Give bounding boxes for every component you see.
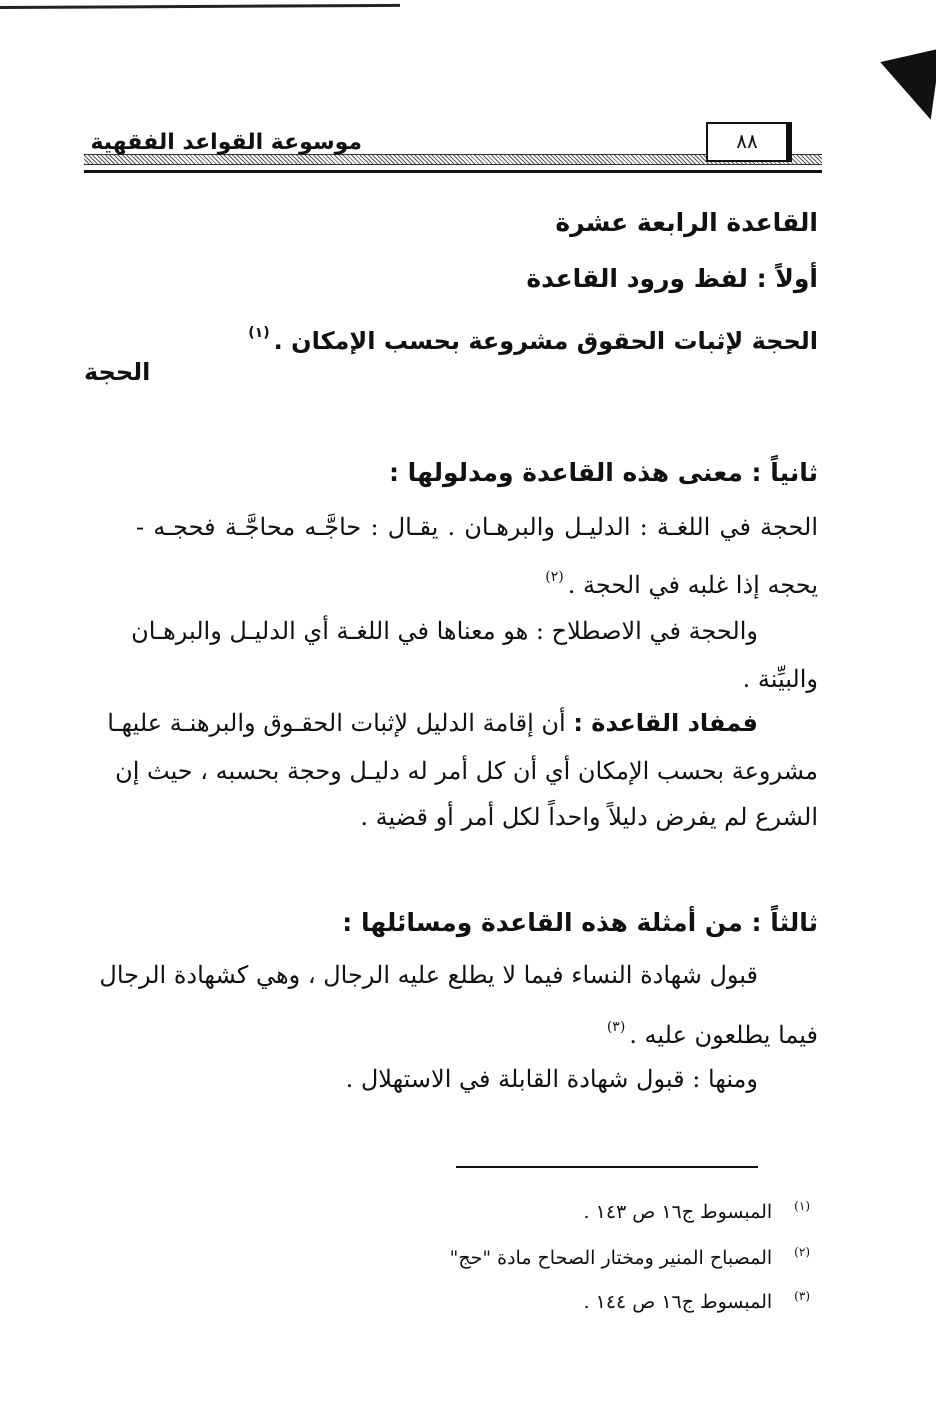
section2-p1-line2-text: يحجه إذا غلبه في الحجة . bbox=[567, 571, 818, 599]
section2-p3-line1-text: أن إقامة الدليل لإثبات الحقـوق والبرهنـة عليهـا bbox=[107, 709, 566, 737]
scan-corner-mark bbox=[873, 40, 936, 119]
footnote-3-text: المبسوط ج١٦ ص ١٤٤ . bbox=[583, 1291, 773, 1313]
section2-p1-line2 bbox=[545, 560, 818, 602]
footnote-ref-2: (٢) bbox=[545, 569, 564, 585]
section3-ex2: ومنها : قبول شهادة القابلة في الاستهلال . bbox=[345, 1065, 758, 1093]
running-title: موسوعة القواعد الفقهية bbox=[90, 130, 362, 155]
section2-p3-line3: الشرع لم يفرض دليلاً واحداً لكل أمر أو قضية . bbox=[360, 803, 818, 831]
scan-edge-line bbox=[0, 4, 400, 9]
rule-title: القاعدة الرابعة عشرة bbox=[555, 208, 818, 237]
section2-p2-line1: والحجة في الاصطلاح : هو معناها في اللغـة أي الدليـل والبرهـان bbox=[131, 617, 758, 645]
running-header bbox=[84, 118, 822, 176]
section3-heading: ثالثاً : من أمثلة هذه القاعدة ومسائلها : bbox=[342, 908, 818, 937]
section3-ex1-line2 bbox=[607, 1010, 818, 1052]
section3-ex1-line2-text: فيما يطلعون عليه . bbox=[629, 1021, 818, 1049]
section2-p1-line1-text: الحجة في اللغـة : الدليـل والبرهـان . يقـال : حاجَّـه محاجَّـة فحجـه - bbox=[136, 513, 818, 541]
section2-p2-line2: والبيِّنة . bbox=[742, 665, 818, 693]
section3-ex1-line1: قبول شهادة النساء فيما لا يطلع عليه الرجال ، وهي كشهادة الرجال bbox=[99, 961, 758, 989]
footnote-3 bbox=[584, 1282, 810, 1316]
section2-p3-label: فمفاد القاعدة : bbox=[573, 709, 758, 737]
footnote-1-text: المبسوط ج١٦ ص ١٤٣ . bbox=[583, 1201, 773, 1223]
footnote-2-number: (٢) bbox=[794, 1245, 810, 1259]
footnote-separator bbox=[456, 1166, 758, 1168]
footnote-1-number: (١) bbox=[794, 1199, 810, 1213]
section2-p3-line2: مشروعة بحسب الإمكان أي أن كل أمر له دليـل وحجة بحسبه ، حيث إن bbox=[115, 757, 818, 785]
footnote-2-text: المصباح المنير ومختار الصحاح مادة "حج" bbox=[449, 1247, 773, 1269]
keyword-label: الحجة bbox=[84, 358, 151, 386]
section2-p1-line1 bbox=[76, 510, 818, 544]
rule-text-body: الحجة لإثبات الحقوق مشروعة بحسب الإمكان . bbox=[273, 327, 818, 355]
footnote-ref-3: (٣) bbox=[606, 1019, 626, 1035]
page-number: ٨٨ bbox=[706, 122, 792, 162]
footnote-1 bbox=[584, 1192, 810, 1226]
footnote-2 bbox=[450, 1238, 810, 1272]
header-rule bbox=[84, 170, 822, 173]
rule-text bbox=[248, 316, 818, 358]
section1-heading: أولاً : لفظ ورود القاعدة bbox=[526, 264, 818, 293]
footnote-3-number: (٣) bbox=[794, 1289, 810, 1303]
footnote-ref-1: (١) bbox=[248, 325, 270, 341]
section2-p3-line1 bbox=[107, 706, 758, 740]
section2-heading: ثانياً : معنى هذه القاعدة ومدلولها : bbox=[388, 458, 818, 487]
